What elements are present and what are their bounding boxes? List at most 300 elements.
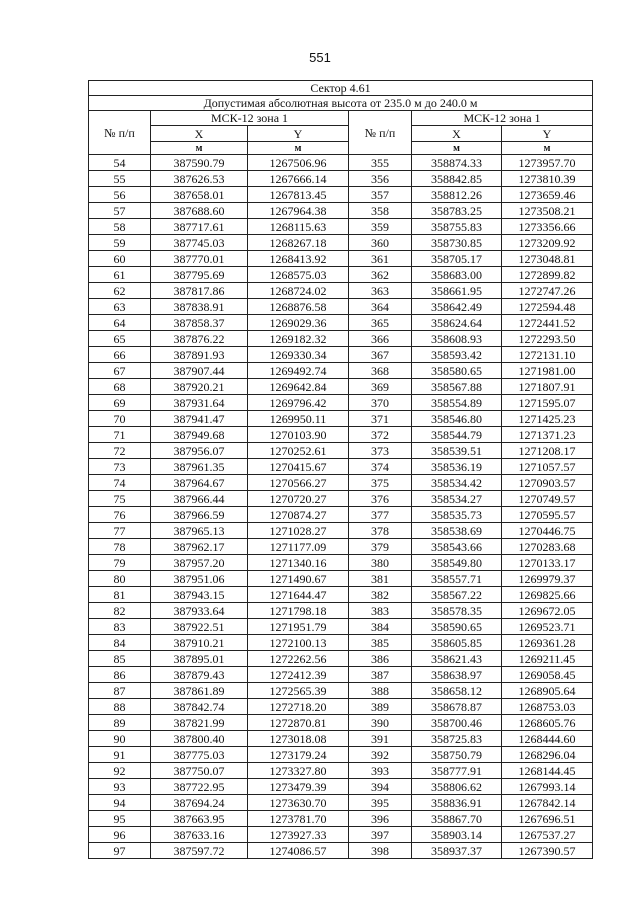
cell-num-left: 75 xyxy=(89,491,151,507)
cell-x-right: 358608.93 xyxy=(412,331,502,347)
cell-x-left: 387920.21 xyxy=(151,379,248,395)
cell-x-right: 358678.87 xyxy=(412,699,502,715)
cell-y-left: 1267666.14 xyxy=(248,171,349,187)
cell-y-left: 1269642.84 xyxy=(248,379,349,395)
cell-num-right: 397 xyxy=(349,827,412,843)
cell-num-left: 93 xyxy=(89,779,151,795)
cell-x-left: 387717.61 xyxy=(151,219,248,235)
cell-y-right: 1273356.66 xyxy=(502,219,593,235)
cell-num-right: 367 xyxy=(349,347,412,363)
cell-y-left: 1270252.61 xyxy=(248,443,349,459)
cell-y-right: 1273810.39 xyxy=(502,171,593,187)
cell-x-right: 358557.71 xyxy=(412,571,502,587)
cell-num-left: 69 xyxy=(89,395,151,411)
cell-num-right: 356 xyxy=(349,171,412,187)
cell-num-left: 85 xyxy=(89,651,151,667)
cell-y-left: 1274086.57 xyxy=(248,843,349,859)
cell-y-right: 1271425.23 xyxy=(502,411,593,427)
cell-y-right: 1269058.45 xyxy=(502,667,593,683)
cell-x-left: 387626.53 xyxy=(151,171,248,187)
cell-y-left: 1270874.27 xyxy=(248,507,349,523)
cell-y-left: 1272870.81 xyxy=(248,715,349,731)
cell-y-left: 1269492.74 xyxy=(248,363,349,379)
cell-y-left: 1272262.56 xyxy=(248,651,349,667)
table-row xyxy=(89,619,593,635)
cell-num-right: 380 xyxy=(349,555,412,571)
cell-x-left: 387965.13 xyxy=(151,523,248,539)
table-row xyxy=(89,475,593,491)
cell-x-left: 387795.69 xyxy=(151,267,248,283)
cell-y-right: 1267993.14 xyxy=(502,779,593,795)
cell-x-right: 358536.19 xyxy=(412,459,502,475)
table-row xyxy=(89,459,593,475)
cell-y-right: 1271057.57 xyxy=(502,459,593,475)
table-row xyxy=(89,427,593,443)
cell-y-right: 1270595.57 xyxy=(502,507,593,523)
table-row xyxy=(89,283,593,299)
unit-y-left: м xyxy=(248,142,349,155)
cell-y-left: 1273479.39 xyxy=(248,779,349,795)
cell-x-right: 358605.85 xyxy=(412,635,502,651)
table-row xyxy=(89,523,593,539)
table-row xyxy=(89,331,593,347)
cell-num-left: 79 xyxy=(89,555,151,571)
cell-num-right: 370 xyxy=(349,395,412,411)
cell-num-right: 372 xyxy=(349,427,412,443)
cell-num-right: 381 xyxy=(349,571,412,587)
cell-x-left: 387750.07 xyxy=(151,763,248,779)
table-row xyxy=(89,267,593,283)
cell-y-right: 1268905.64 xyxy=(502,683,593,699)
cell-num-left: 96 xyxy=(89,827,151,843)
cell-x-right: 358874.33 xyxy=(412,155,502,171)
cell-y-right: 1268605.76 xyxy=(502,715,593,731)
cell-num-left: 63 xyxy=(89,299,151,315)
table-row xyxy=(89,587,593,603)
cell-num-right: 373 xyxy=(349,443,412,459)
table-row xyxy=(89,491,593,507)
cell-y-right: 1270133.17 xyxy=(502,555,593,571)
cell-x-right: 358580.65 xyxy=(412,363,502,379)
cell-x-left: 387775.03 xyxy=(151,747,248,763)
cell-num-left: 77 xyxy=(89,523,151,539)
sector-title: Сектор 4.61 xyxy=(89,81,593,96)
cell-num-right: 369 xyxy=(349,379,412,395)
cell-num-right: 393 xyxy=(349,763,412,779)
table-row xyxy=(89,299,593,315)
cell-num-left: 71 xyxy=(89,427,151,443)
cell-num-left: 84 xyxy=(89,635,151,651)
table-row xyxy=(89,843,593,859)
cell-y-left: 1270415.67 xyxy=(248,459,349,475)
cell-x-left: 387838.91 xyxy=(151,299,248,315)
cell-x-left: 387597.72 xyxy=(151,843,248,859)
cell-y-left: 1271644.47 xyxy=(248,587,349,603)
table-row xyxy=(89,683,593,699)
x-header-right: X xyxy=(412,126,502,142)
cell-x-right: 358642.49 xyxy=(412,299,502,315)
cell-num-right: 376 xyxy=(349,491,412,507)
cell-num-left: 67 xyxy=(89,363,151,379)
table-row xyxy=(89,795,593,811)
cell-y-right: 1268753.03 xyxy=(502,699,593,715)
cell-num-left: 55 xyxy=(89,171,151,187)
cell-y-right: 1270446.75 xyxy=(502,523,593,539)
cell-x-right: 358546.80 xyxy=(412,411,502,427)
cell-num-left: 87 xyxy=(89,683,151,699)
cell-num-right: 385 xyxy=(349,635,412,651)
cell-y-right: 1269979.37 xyxy=(502,571,593,587)
cell-num-left: 68 xyxy=(89,379,151,395)
table-row xyxy=(89,155,593,171)
cell-y-left: 1268575.03 xyxy=(248,267,349,283)
cell-num-left: 72 xyxy=(89,443,151,459)
cell-x-right: 358836.91 xyxy=(412,795,502,811)
cell-x-left: 387663.95 xyxy=(151,811,248,827)
cell-y-left: 1268724.02 xyxy=(248,283,349,299)
cell-y-left: 1268267.18 xyxy=(248,235,349,251)
cell-x-left: 387694.24 xyxy=(151,795,248,811)
cell-num-right: 366 xyxy=(349,331,412,347)
cell-x-left: 387941.47 xyxy=(151,411,248,427)
cell-x-left: 387949.68 xyxy=(151,427,248,443)
cell-num-right: 355 xyxy=(349,155,412,171)
cell-x-left: 387590.79 xyxy=(151,155,248,171)
cell-num-left: 70 xyxy=(89,411,151,427)
cell-num-right: 364 xyxy=(349,299,412,315)
table-row xyxy=(89,363,593,379)
cell-x-left: 387688.60 xyxy=(151,203,248,219)
cell-num-left: 90 xyxy=(89,731,151,747)
cell-num-right: 392 xyxy=(349,747,412,763)
cell-x-right: 358683.00 xyxy=(412,267,502,283)
cell-x-right: 358535.73 xyxy=(412,507,502,523)
cell-x-left: 387658.01 xyxy=(151,187,248,203)
table-row xyxy=(89,699,593,715)
cell-x-right: 358755.83 xyxy=(412,219,502,235)
coordinates-rows xyxy=(89,155,593,859)
cell-y-right: 1271981.00 xyxy=(502,363,593,379)
cell-num-right: 377 xyxy=(349,507,412,523)
cell-x-right: 358567.22 xyxy=(412,587,502,603)
cell-num-right: 375 xyxy=(349,475,412,491)
cell-x-left: 387895.01 xyxy=(151,651,248,667)
cell-y-right: 1271208.17 xyxy=(502,443,593,459)
cell-x-left: 387858.37 xyxy=(151,315,248,331)
cell-num-right: 371 xyxy=(349,411,412,427)
cell-x-right: 358937.37 xyxy=(412,843,502,859)
cell-num-right: 363 xyxy=(349,283,412,299)
cell-num-left: 86 xyxy=(89,667,151,683)
cell-num-left: 60 xyxy=(89,251,151,267)
cell-num-left: 82 xyxy=(89,603,151,619)
cell-y-left: 1273018.08 xyxy=(248,731,349,747)
cell-y-left: 1271028.27 xyxy=(248,523,349,539)
cell-x-left: 387633.16 xyxy=(151,827,248,843)
cell-num-left: 74 xyxy=(89,475,151,491)
cell-num-left: 61 xyxy=(89,267,151,283)
cell-num-right: 379 xyxy=(349,539,412,555)
cell-x-left: 387821.99 xyxy=(151,715,248,731)
cell-num-left: 66 xyxy=(89,347,151,363)
cell-y-left: 1268115.63 xyxy=(248,219,349,235)
cell-x-left: 387817.86 xyxy=(151,283,248,299)
cell-num-right: 362 xyxy=(349,267,412,283)
cell-num-right: 382 xyxy=(349,587,412,603)
cell-y-left: 1269029.36 xyxy=(248,315,349,331)
cell-num-right: 387 xyxy=(349,667,412,683)
cell-y-left: 1272718.20 xyxy=(248,699,349,715)
cell-x-right: 358567.88 xyxy=(412,379,502,395)
coordinates-table xyxy=(88,80,593,859)
num-header-left: № п/п xyxy=(89,111,151,155)
cell-y-left: 1273927.33 xyxy=(248,827,349,843)
cell-y-left: 1272565.39 xyxy=(248,683,349,699)
cell-x-left: 387943.15 xyxy=(151,587,248,603)
cell-num-left: 54 xyxy=(89,155,151,171)
table-row xyxy=(89,811,593,827)
cell-y-left: 1270720.27 xyxy=(248,491,349,507)
table-row xyxy=(89,651,593,667)
cell-x-right: 358534.27 xyxy=(412,491,502,507)
cell-y-right: 1271595.07 xyxy=(502,395,593,411)
cell-num-left: 73 xyxy=(89,459,151,475)
cell-y-left: 1273781.70 xyxy=(248,811,349,827)
cell-x-right: 358700.46 xyxy=(412,715,502,731)
cell-x-left: 387962.17 xyxy=(151,539,248,555)
cell-num-left: 76 xyxy=(89,507,151,523)
cell-num-right: 358 xyxy=(349,203,412,219)
cell-num-right: 388 xyxy=(349,683,412,699)
cell-y-right: 1272899.82 xyxy=(502,267,593,283)
cell-num-right: 374 xyxy=(349,459,412,475)
cell-x-right: 358842.85 xyxy=(412,171,502,187)
cell-num-left: 97 xyxy=(89,843,151,859)
cell-num-left: 94 xyxy=(89,795,151,811)
cell-num-left: 58 xyxy=(89,219,151,235)
cell-y-right: 1270749.57 xyxy=(502,491,593,507)
cell-y-left: 1271177.09 xyxy=(248,539,349,555)
cell-y-right: 1270283.68 xyxy=(502,539,593,555)
cell-y-left: 1268876.58 xyxy=(248,299,349,315)
cell-x-right: 358730.85 xyxy=(412,235,502,251)
cell-x-right: 358549.80 xyxy=(412,555,502,571)
table-row xyxy=(89,827,593,843)
cell-num-right: 396 xyxy=(349,811,412,827)
cell-y-right: 1267390.57 xyxy=(502,843,593,859)
cell-x-left: 387961.35 xyxy=(151,459,248,475)
cell-y-right: 1270903.57 xyxy=(502,475,593,491)
table-row xyxy=(89,203,593,219)
cell-y-right: 1272293.50 xyxy=(502,331,593,347)
x-header-left: X xyxy=(151,126,248,142)
table-row xyxy=(89,235,593,251)
table-row xyxy=(89,731,593,747)
cell-x-right: 358661.95 xyxy=(412,283,502,299)
y-header-right: Y xyxy=(502,126,593,142)
cell-num-left: 83 xyxy=(89,619,151,635)
cell-y-left: 1272100.13 xyxy=(248,635,349,651)
cell-y-left: 1267506.96 xyxy=(248,155,349,171)
table-row xyxy=(89,219,593,235)
cell-num-left: 89 xyxy=(89,715,151,731)
cell-y-left: 1270103.90 xyxy=(248,427,349,443)
cell-y-right: 1267696.51 xyxy=(502,811,593,827)
cell-x-left: 387891.93 xyxy=(151,347,248,363)
cell-num-left: 92 xyxy=(89,763,151,779)
cell-num-right: 394 xyxy=(349,779,412,795)
cell-x-left: 387745.03 xyxy=(151,235,248,251)
cell-num-right: 383 xyxy=(349,603,412,619)
cell-num-left: 59 xyxy=(89,235,151,251)
height-note: Допустимая абсолютная высота от 235.0 м до 240.0 м xyxy=(89,96,593,111)
cell-num-left: 78 xyxy=(89,539,151,555)
cell-x-left: 387951.06 xyxy=(151,571,248,587)
cell-num-right: 357 xyxy=(349,187,412,203)
cell-y-left: 1269950.11 xyxy=(248,411,349,427)
cell-y-right: 1271371.23 xyxy=(502,427,593,443)
table-row xyxy=(89,763,593,779)
cell-x-left: 387957.20 xyxy=(151,555,248,571)
cell-x-left: 387876.22 xyxy=(151,331,248,347)
cell-y-left: 1273327.80 xyxy=(248,763,349,779)
cell-num-right: 384 xyxy=(349,619,412,635)
cell-y-right: 1272441.52 xyxy=(502,315,593,331)
cell-y-right: 1271807.91 xyxy=(502,379,593,395)
cell-y-right: 1272594.48 xyxy=(502,299,593,315)
cell-x-left: 387770.01 xyxy=(151,251,248,267)
cell-num-right: 365 xyxy=(349,315,412,331)
cell-y-right: 1269211.45 xyxy=(502,651,593,667)
table-row xyxy=(89,379,593,395)
cell-x-left: 387966.59 xyxy=(151,507,248,523)
cell-x-right: 358534.42 xyxy=(412,475,502,491)
table-row xyxy=(89,667,593,683)
cell-x-right: 358903.14 xyxy=(412,827,502,843)
cell-num-right: 360 xyxy=(349,235,412,251)
cell-x-right: 358867.70 xyxy=(412,811,502,827)
table-row xyxy=(89,507,593,523)
cell-x-left: 387956.07 xyxy=(151,443,248,459)
cell-y-left: 1271951.79 xyxy=(248,619,349,635)
cell-y-right: 1269672.05 xyxy=(502,603,593,619)
crs-header-left: МСК-12 зона 1 xyxy=(151,111,349,126)
cell-y-left: 1269182.32 xyxy=(248,331,349,347)
table-row xyxy=(89,171,593,187)
cell-x-right: 358806.62 xyxy=(412,779,502,795)
cell-y-right: 1268144.45 xyxy=(502,763,593,779)
cell-num-right: 386 xyxy=(349,651,412,667)
cell-x-right: 358812.26 xyxy=(412,187,502,203)
cell-num-right: 359 xyxy=(349,219,412,235)
table-row xyxy=(89,187,593,203)
cell-x-left: 387907.44 xyxy=(151,363,248,379)
cell-x-left: 387842.74 xyxy=(151,699,248,715)
cell-x-right: 358777.91 xyxy=(412,763,502,779)
unit-x-left: м xyxy=(151,142,248,155)
table-row xyxy=(89,779,593,795)
cell-x-right: 358593.42 xyxy=(412,347,502,363)
cell-y-left: 1271798.18 xyxy=(248,603,349,619)
cell-num-right: 390 xyxy=(349,715,412,731)
cell-y-left: 1268413.92 xyxy=(248,251,349,267)
num-header-right: № п/п xyxy=(349,111,412,155)
cell-num-right: 395 xyxy=(349,795,412,811)
cell-num-right: 389 xyxy=(349,699,412,715)
cell-x-right: 358624.64 xyxy=(412,315,502,331)
cell-num-right: 391 xyxy=(349,731,412,747)
cell-y-left: 1269330.34 xyxy=(248,347,349,363)
cell-x-left: 387964.67 xyxy=(151,475,248,491)
cell-x-right: 358658.12 xyxy=(412,683,502,699)
cell-x-right: 358638.97 xyxy=(412,667,502,683)
cell-x-right: 358539.51 xyxy=(412,443,502,459)
cell-y-right: 1267537.27 xyxy=(502,827,593,843)
cell-y-left: 1267964.38 xyxy=(248,203,349,219)
table-row xyxy=(89,395,593,411)
unit-y-right: м xyxy=(502,142,593,155)
cell-y-left: 1271490.67 xyxy=(248,571,349,587)
cell-y-right: 1269523.71 xyxy=(502,619,593,635)
cell-num-left: 81 xyxy=(89,587,151,603)
cell-y-left: 1273179.24 xyxy=(248,747,349,763)
cell-x-left: 387861.89 xyxy=(151,683,248,699)
table-row xyxy=(89,251,593,267)
table-row xyxy=(89,315,593,331)
cell-x-left: 387922.51 xyxy=(151,619,248,635)
cell-num-left: 65 xyxy=(89,331,151,347)
cell-y-left: 1269796.42 xyxy=(248,395,349,411)
cell-x-right: 358750.79 xyxy=(412,747,502,763)
cell-num-left: 57 xyxy=(89,203,151,219)
table-row xyxy=(89,443,593,459)
cell-num-left: 95 xyxy=(89,811,151,827)
cell-num-right: 378 xyxy=(349,523,412,539)
cell-x-right: 358705.17 xyxy=(412,251,502,267)
cell-x-right: 358621.43 xyxy=(412,651,502,667)
cell-num-left: 91 xyxy=(89,747,151,763)
table-row xyxy=(89,411,593,427)
cell-y-right: 1273957.70 xyxy=(502,155,593,171)
cell-y-left: 1271340.16 xyxy=(248,555,349,571)
table-row xyxy=(89,715,593,731)
cell-x-left: 387910.21 xyxy=(151,635,248,651)
cell-x-right: 358725.83 xyxy=(412,731,502,747)
cell-y-right: 1273508.21 xyxy=(502,203,593,219)
table-row xyxy=(89,539,593,555)
cell-x-left: 387966.44 xyxy=(151,491,248,507)
unit-x-right: м xyxy=(412,142,502,155)
cell-y-right: 1273209.92 xyxy=(502,235,593,251)
cell-num-left: 88 xyxy=(89,699,151,715)
table-row xyxy=(89,603,593,619)
cell-x-right: 358783.25 xyxy=(412,203,502,219)
cell-y-right: 1273659.46 xyxy=(502,187,593,203)
cell-num-right: 398 xyxy=(349,843,412,859)
cell-y-right: 1267842.14 xyxy=(502,795,593,811)
cell-x-right: 358538.69 xyxy=(412,523,502,539)
page-number: 551 xyxy=(309,50,331,65)
table-row xyxy=(89,571,593,587)
cell-y-right: 1269825.66 xyxy=(502,587,593,603)
table-row xyxy=(89,635,593,651)
cell-x-right: 358544.79 xyxy=(412,427,502,443)
y-header-left: Y xyxy=(248,126,349,142)
cell-y-right: 1269361.28 xyxy=(502,635,593,651)
cell-x-left: 387933.64 xyxy=(151,603,248,619)
cell-y-left: 1270566.27 xyxy=(248,475,349,491)
cell-num-right: 368 xyxy=(349,363,412,379)
